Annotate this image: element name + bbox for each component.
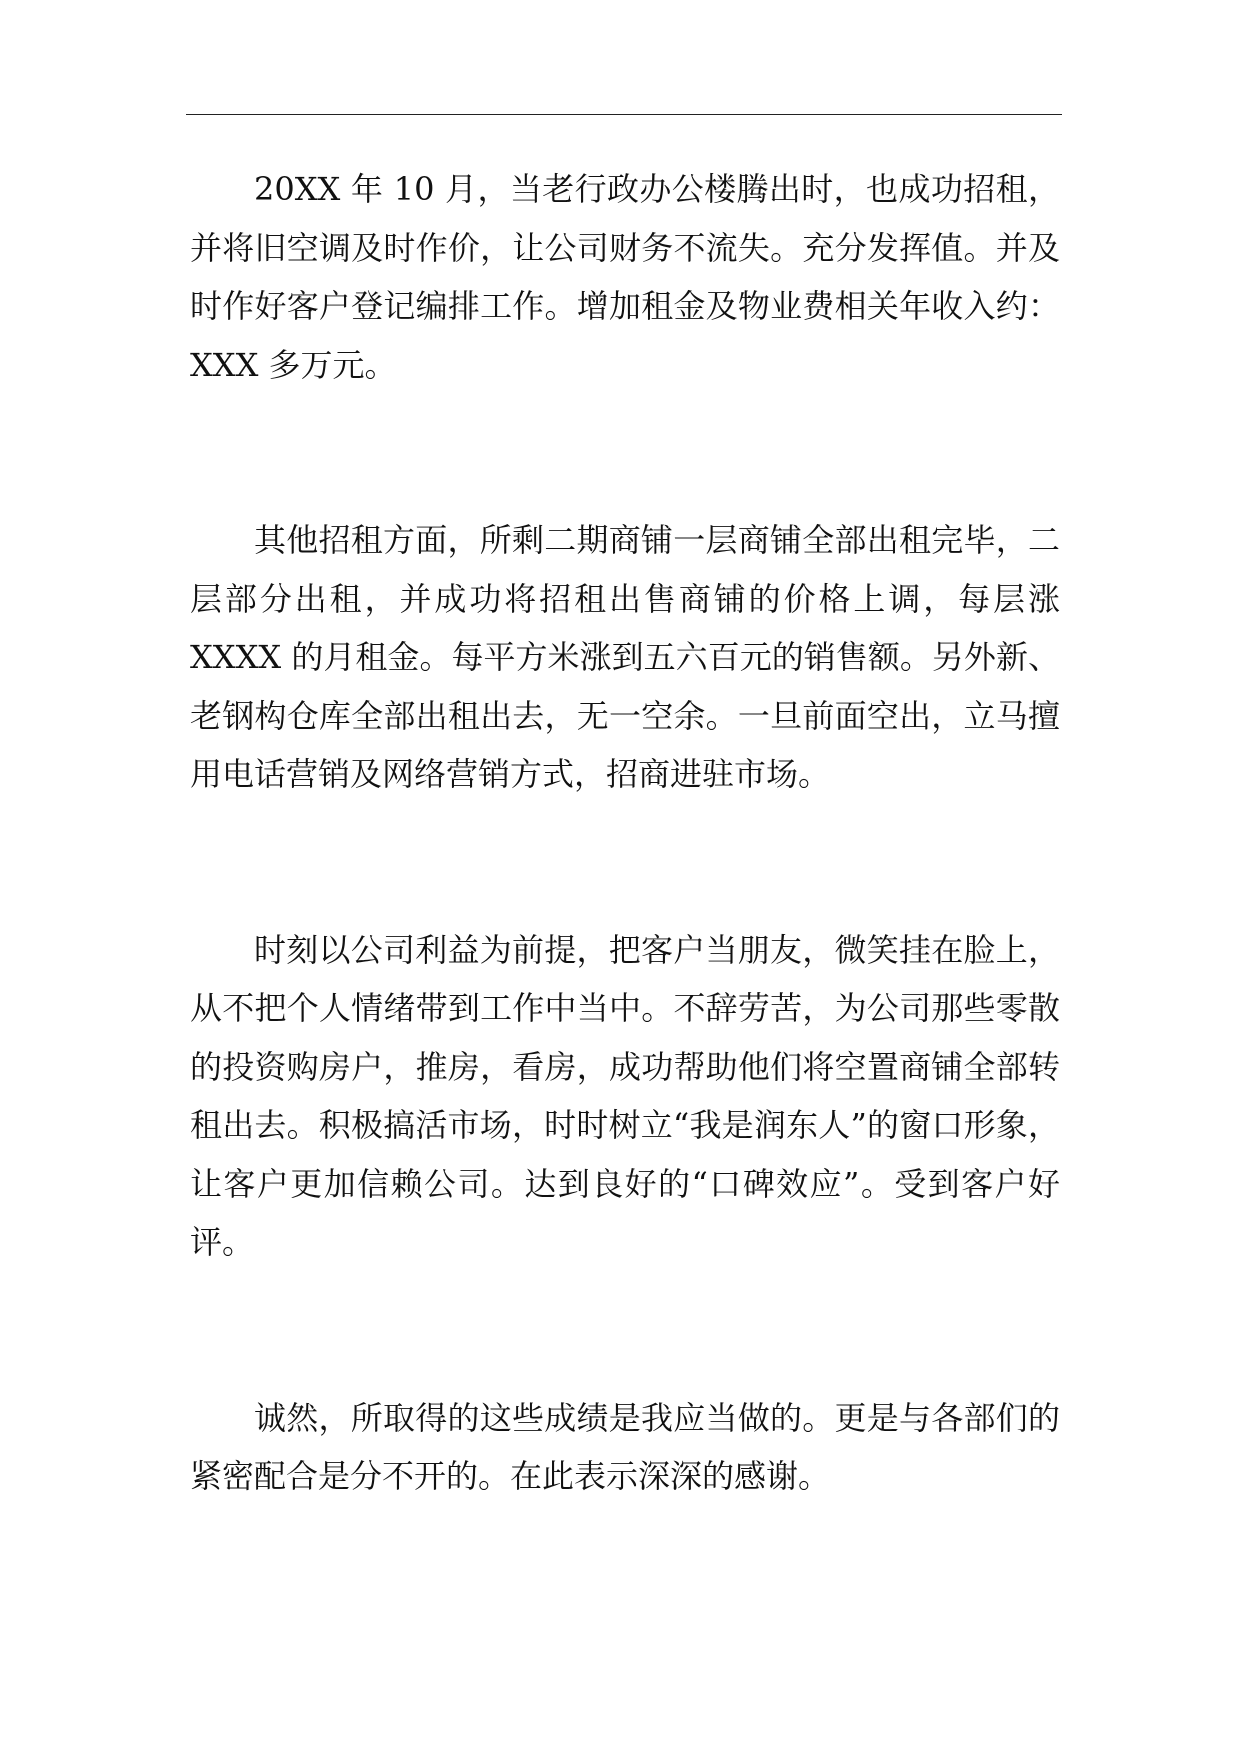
header-rule bbox=[186, 114, 1062, 115]
paragraph-rental-office: 20XX 年 10 月，当老行政办公楼腾出时，也成功招租，并将旧空调及时作价，让公司财务不流失。充分发挥值。并及时作好客户登记编排工作。增加租金及物业费相关年收入约：XXX 多万元。 bbox=[190, 170, 1060, 384]
paragraph-customer-service: 时刻以公司利益为前提，把客户当朋友，微笑挂在脸上，从不把个人情绪带到工作中当中。不辞劳苦，为公司那些零散的投资购房户，推房，看房，成功帮助他们将空置商铺全部转租出去。积极搞活市场，时时树立“我是润东人”的窗口形象，让客户更加信赖公司。达到良好的“口碑效应”。受到客户好评。 bbox=[190, 930, 1060, 1261]
paragraph-other-rentals: 其他招租方面，所剩二期商铺一层商铺全部出租完毕，二层部分出租，并成功将招租出售商铺的价格上调，每层涨 XXXX 的月租金。每平方米涨到五六百元的销售额。另外新、老钢构仓库全部出租出去，无一空余。一旦前面空出，立马擅用电话营销及网络营销方式，招商进驻市场。 bbox=[190, 521, 1060, 793]
document-body bbox=[190, 160, 1060, 1506]
paragraph-acknowledgement: 诚然，所取得的这些成绩是我应当做的。更是与各部们的紧密配合是分不开的。在此表示深深的感谢。 bbox=[190, 1398, 1060, 1495]
